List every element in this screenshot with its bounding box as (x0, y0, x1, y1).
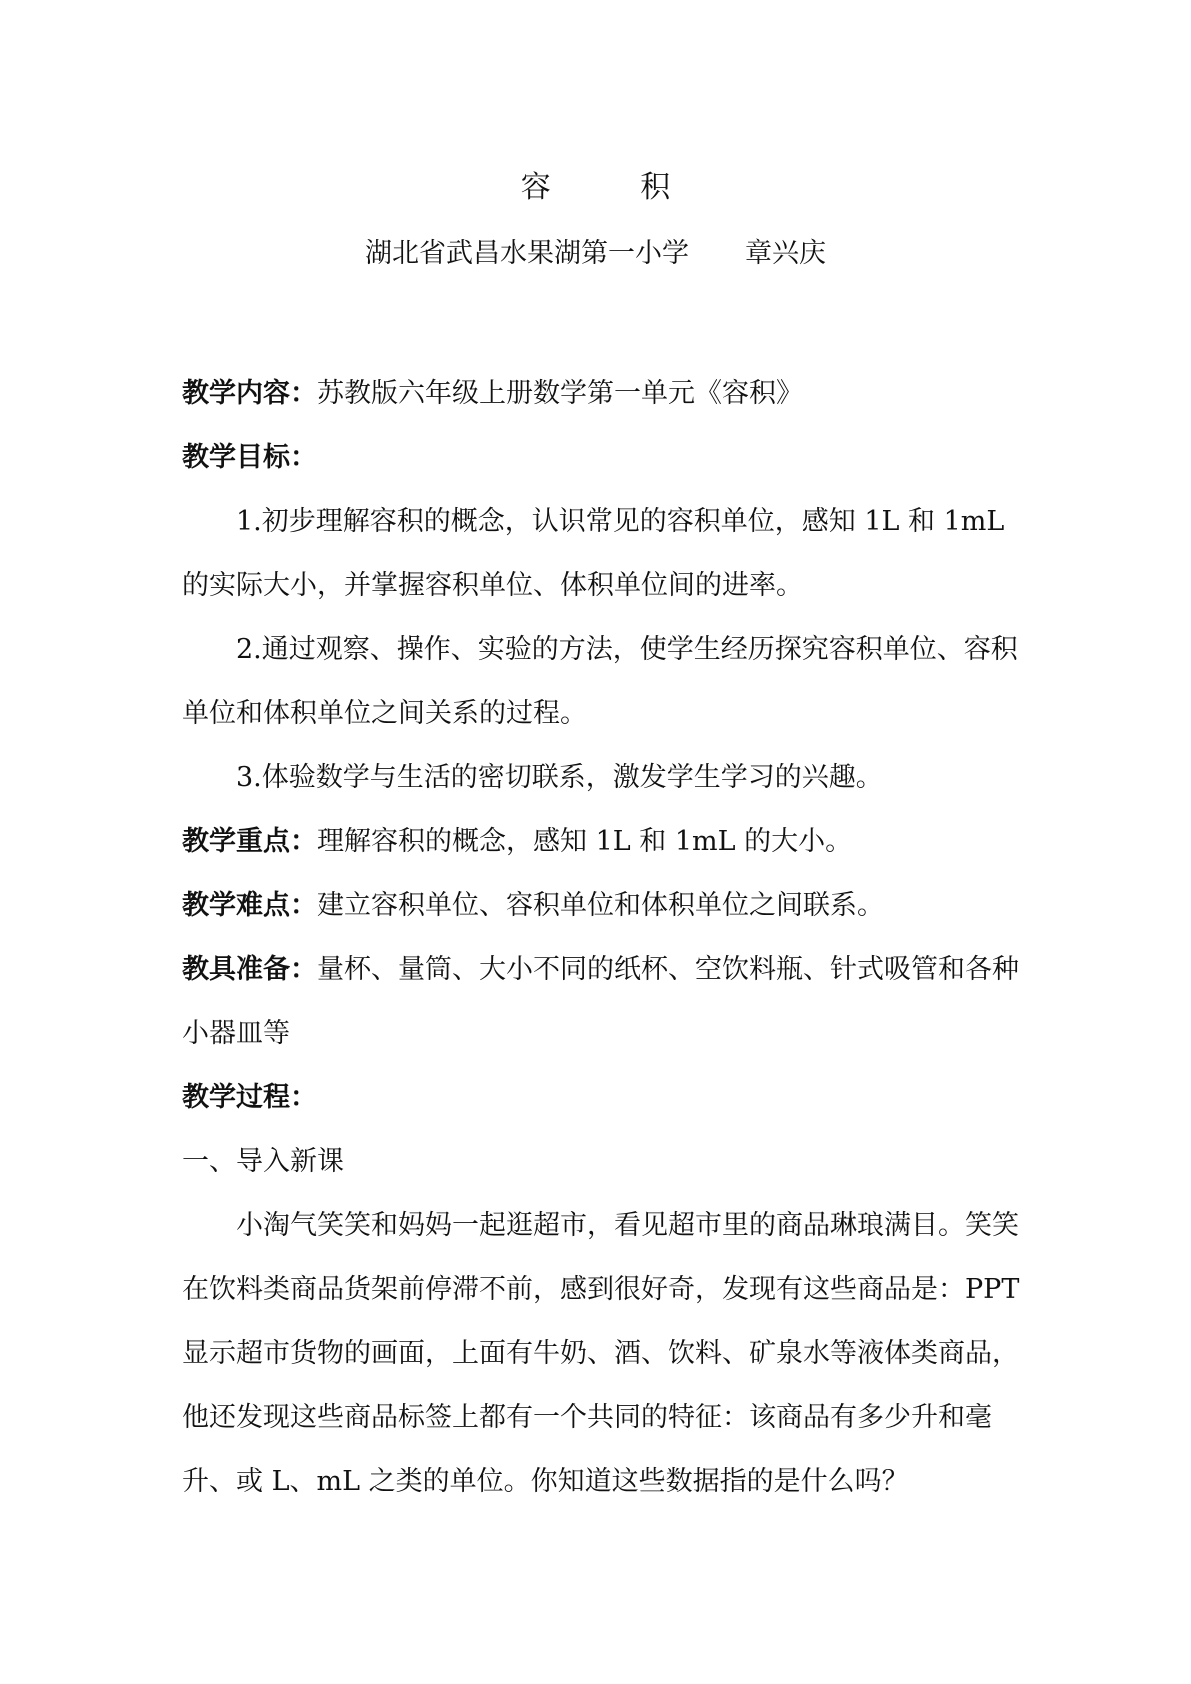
key-points-text: 理解容积的概念，感知 1L 和 1mL 的大小。 (317, 826, 853, 857)
step1-text: 小淘气笑笑和妈妈一起逛超市，看见超市里的商品琳琅满目。笑笑在饮料类商品货架前停滞不前，感到很好奇，发现有这些商品是：PPT 显示超市货物的画面，上面有牛奶、酒、饮料、矿泉水等液体类商品，他还发现这些商品标签上都有一个共同的特征：该商品有多少升和毫升、或 L、mL 之类的单位。你知道这些数据指的是什么吗？ (182, 1210, 1020, 1497)
materials-text: 量杯、量筒、大小不同的纸杯、空饮料瓶、针式吸管和各种小器皿等 (182, 954, 1019, 1049)
document-body (182, 362, 1022, 1514)
process-heading (182, 1066, 1022, 1130)
author-name: 章兴庆 (745, 238, 826, 269)
teaching-goals-heading (182, 426, 1022, 490)
difficulties (182, 874, 1022, 938)
goal-item-3: 3.体验数学与生活的密切联系，激发学生学习的兴趣。 (236, 762, 883, 793)
process-label: 教学过程： (182, 1082, 317, 1113)
teaching-content-label: 教学内容： (182, 378, 317, 409)
document-title: 容 积 (520, 170, 711, 205)
difficulties-label: 教学难点： (182, 890, 317, 921)
goal-item-1: 1.初步理解容积的概念，认识常见的容积单位，感知 1L 和 1mL 的实际大小，并掌握容积单位、体积单位间的进率。 (182, 506, 1005, 601)
author-line (0, 236, 1191, 272)
step1-heading: 一、导入新课 (182, 1146, 344, 1177)
teaching-goals-label: 教学目标： (182, 442, 317, 473)
difficulties-text: 建立容积单位、容积单位和体积单位之间联系。 (317, 890, 884, 921)
key-points-label: 教学重点： (182, 826, 317, 857)
materials-label: 教具准备： (182, 954, 317, 985)
key-points (182, 810, 1022, 874)
materials (182, 938, 1022, 1066)
goal-item-2: 2.通过观察、操作、实验的方法，使学生经历探究容积单位、容积单位和体积单位之间关系的过程。 (182, 634, 1018, 729)
teaching-content-text: 苏教版六年级上册数学第一单元《容积》 (317, 378, 803, 409)
teaching-content (182, 362, 1022, 426)
school-name: 湖北省武昌水果湖第一小学 (365, 238, 689, 269)
